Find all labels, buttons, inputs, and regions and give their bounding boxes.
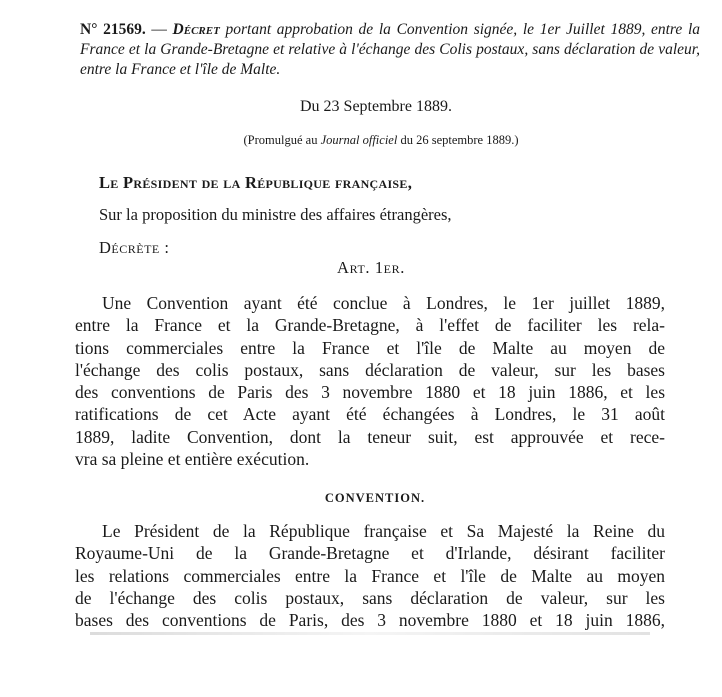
paragraph-line: 1889, ladite Convention, dont la teneur suit, est approuvée et rece-: [75, 426, 665, 447]
promulgation-close: du 26 septembre 1889.): [397, 133, 519, 147]
paragraph-line: l'échange des colis postaux, sans déclaration de valeur, sur les bases: [75, 359, 665, 380]
proposition-line: Sur la proposition du ministre des affaires étrangères,: [99, 205, 452, 224]
decree-heading: [80, 20, 700, 80]
paragraph-line: les relations commerciales entre la France et l'île de Malte au moyen: [75, 565, 665, 586]
convention-paragraph: [75, 520, 665, 631]
article-heading: Art. 1er.: [337, 258, 405, 277]
promulgation-note: [0, 133, 722, 148]
heading-dash: —: [145, 21, 173, 38]
page-cutoff-shadow: [90, 632, 650, 635]
paragraph-line: de l'échange des colis postaux, sans déclaration de valeur, sur les: [75, 587, 665, 608]
decrete-line: Décrète :: [99, 238, 170, 257]
paragraph-line: tions commerciales entre la France et l'île de Malte au moyen de: [75, 337, 665, 358]
decree-heading-text: portant approbation de la Convention signée, le 1er Juillet 1889, entre la France et la Grande-Bretagne et relative à l'échange des Colis postaux, sans déclaration de valeur, entre la France et l'île de Malte.: [80, 21, 700, 78]
paragraph-line: des conventions de Paris des 3 novembre 1880 et 18 juin 1886, et les: [75, 382, 665, 403]
paragraph-line: entre la France et la Grande-Bretagne, à l'effet de faciliter les rela-: [75, 315, 665, 336]
article-paragraph: [75, 292, 665, 470]
decree-word: Décret: [172, 21, 220, 38]
president-heading: Le Président de la République française,: [99, 173, 413, 192]
convention-title: CONVENTION.: [324, 491, 426, 505]
decree-date: Du 23 Septembre 1889.: [300, 98, 452, 115]
promulgation-open: (Promulgué au: [243, 133, 321, 147]
paragraph-line: Royaume-Uni de la Grande-Bretagne et d'Irlande, désirant faciliter: [75, 543, 665, 564]
paragraph-line: Une Convention ayant été conclue à Londres, le 1er juillet 1889,: [102, 293, 665, 313]
paragraph-line: vra sa pleine et entière exécution.: [75, 449, 310, 470]
paragraph-line: Le Président de la République française et Sa Majesté la Reine du: [102, 521, 665, 541]
paragraph-line: ratifications de cet Acte ayant été échangées à Londres, le 31 août: [75, 404, 665, 425]
paragraph-line: bases des conventions de Paris, des 3 novembre 1880 et 18 juin 1886,: [75, 610, 665, 631]
journal-officiel: Journal officiel: [320, 133, 398, 147]
decree-number: N° 21569.: [80, 21, 146, 38]
